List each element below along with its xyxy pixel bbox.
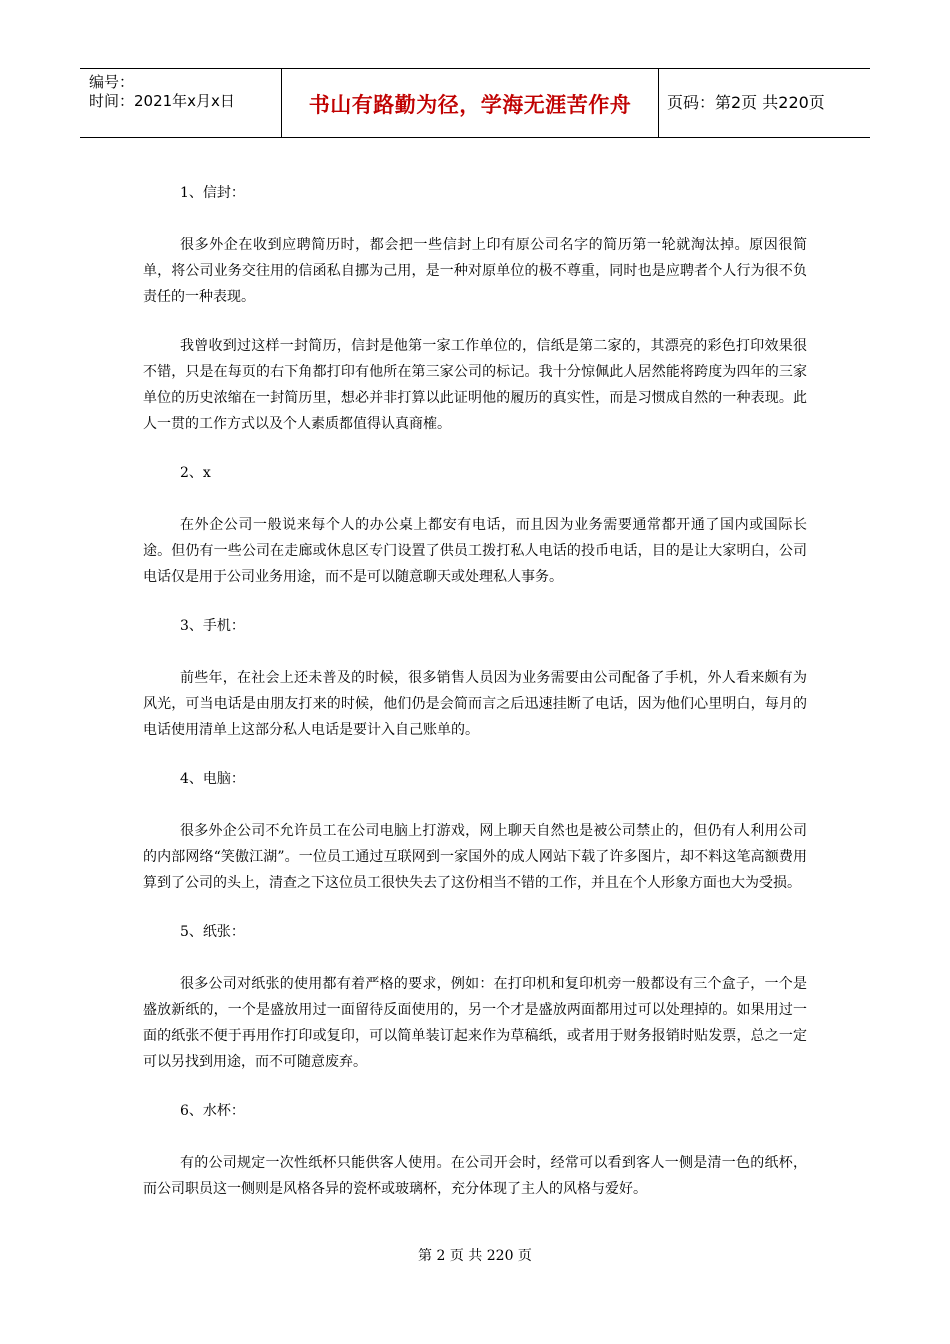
motto-text: 书山有路勤为径，学海无涯苦作舟 [308,93,632,117]
section-heading: 5、纸张： [180,924,245,940]
section-heading: 4、电脑： [180,771,245,787]
paragraph: 在外企公司一般说来每个人的办公桌上都安有电话，而且因为业务需要通常都开通了国内或国际长途。但仍有一些公司在走廊或休息区专门设置了供员工拨打私人电话的投币电话，目的是让大家明白，公司电话仅是用于公司业务用途，而不是可以随意聊天或处理私人事务。 [143,517,807,585]
serial-label: 编号： [89,73,135,91]
paragraph: 很多公司对纸张的使用都有着严格的要求，例如：在打印机和复印机旁一般都设有三个盒子，一个是盛放新纸的，一个是盛放用过一面留待反面使用的，另一个才是盛放两面都用过可以处理掉的。如果用过一面的纸张不便于再用作打印或复印，可以简单装订起来作为草稿纸，或者用于财务报销时贴发票，总之一定可以另找到用途，而不可随意废弃。 [143,976,807,1070]
header-page-number: 页码：第2页 共220页 [667,93,825,112]
section-heading: 2、x [180,465,211,481]
page-footer: 第 2 页 共 220 页 [418,1248,532,1264]
paragraph: 前些年，在社会上还未普及的时候，很多销售人员因为业务需要由公司配备了手机，外人看来颇有为风光，可当电话是由朋友打来的时候，他们仍是会简而言之后迅速挂断了电话，因为他们心里明白，每月的电话使用清单上这部分私人电话是要计入自己账单的。 [143,670,807,738]
paragraph: 有的公司规定一次性纸杯只能供客人使用。在公司开会时，经常可以看到客人一侧是清一色的纸杯，而公司职员这一侧则是风格各异的瓷杯或玻璃杯，充分体现了主人的风格与爱好。 [143,1155,807,1197]
paragraph: 很多外企在收到应聘简历时，都会把一些信封上印有原公司名字的简历第一轮就淘汰掉。原因很简单，将公司业务交往用的信函私自挪为己用，是一种对原单位的极不尊重，同时也是应聘者个人行为很不负责任的一种表现。 [143,237,807,305]
section-heading: 6、水杯： [180,1103,245,1119]
page-header [80,68,870,138]
document-body [143,180,807,1202]
header-meta-cell [80,69,282,137]
date-label: 时间：2021年x月x日 [89,92,235,110]
paragraph: 我曾收到过这样一封简历，信封是他第一家工作单位的，信纸是第二家的，其漂亮的彩色打印效果很不错，只是在每页的右下角都打印有他所在第三家公司的标记。我十分惊佩此人居然能将跨度为四年的三家单位的历史浓缩在一封简历里，想必并非打算以此证明他的履历的真实性，而是习惯成自然的一种表现。此人一贯的工作方式以及个人素质都值得认真商榷。 [143,338,807,432]
header-page-cell [659,69,870,137]
section-heading: 3、手机： [180,618,245,634]
header-motto-cell [282,69,659,137]
paragraph: 很多外企公司不允许员工在公司电脑上打游戏，网上聊天自然也是被公司禁止的，但仍有人利用公司的内部网络“笑傲江湖”。一位员工通过互联网到一家国外的成人网站下载了许多图片，却不料这笔高额费用算到了公司的头上，清查之下这位员工很快失去了这份相当不错的工作，并且在个人形象方面也大为受损。 [143,823,807,891]
section-heading: 1、信封： [180,185,245,201]
